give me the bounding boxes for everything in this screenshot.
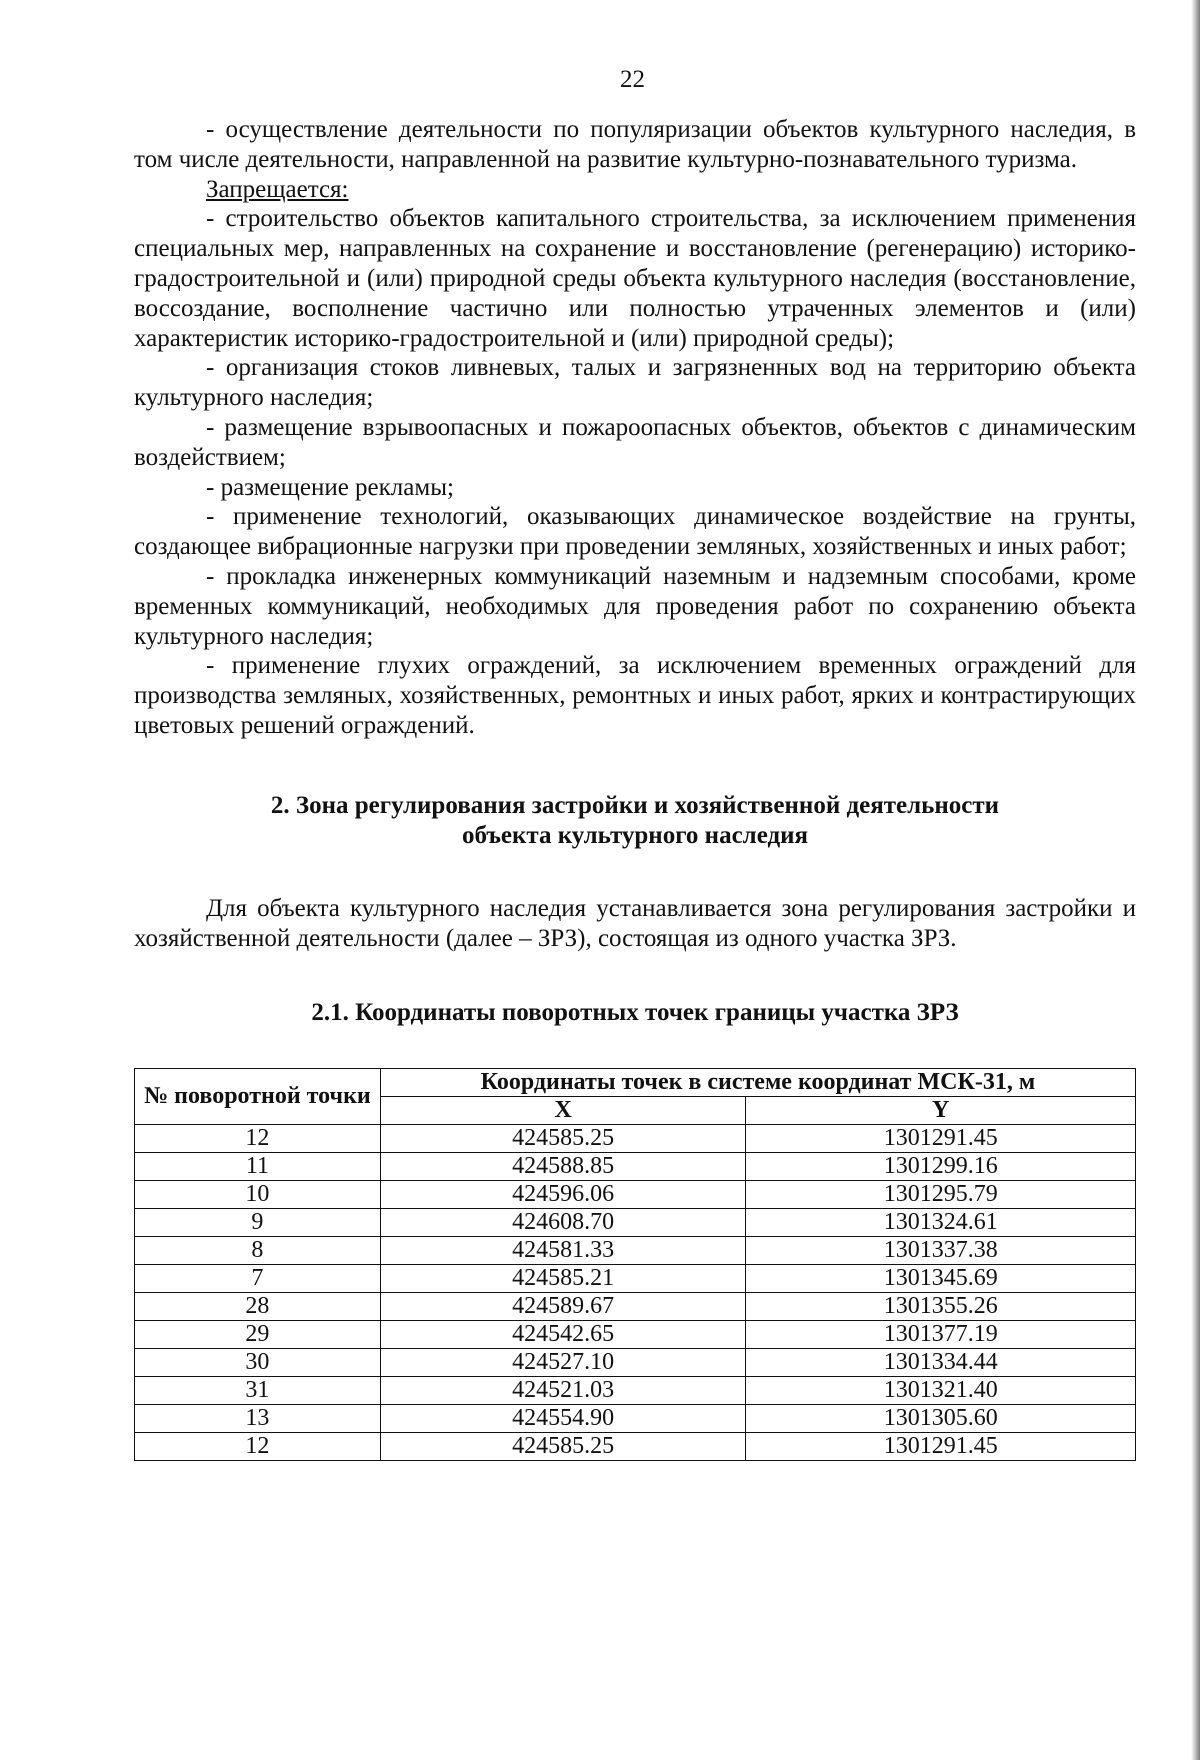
prohibited-label: Запрещается: bbox=[206, 175, 349, 203]
point-number-cell: 12 bbox=[135, 1432, 381, 1460]
y-coordinate-cell: 1301299.16 bbox=[746, 1152, 1136, 1180]
y-coordinate-cell: 1301355.26 bbox=[746, 1292, 1136, 1320]
y-coordinate-cell: 1301337.38 bbox=[746, 1236, 1136, 1264]
x-coordinate-cell: 424542.65 bbox=[380, 1320, 746, 1348]
table-row bbox=[135, 1292, 1136, 1320]
paragraph-communications: - прокладка инженерных коммуникаций наземным и надземным способами, кроме временных коммуникаций, необходимых для проведения работ по сохранению объекта культурного наследия; bbox=[134, 562, 1136, 650]
scan-edge bbox=[1191, 0, 1200, 1760]
header-x: X bbox=[380, 1096, 746, 1124]
point-number-cell: 8 bbox=[135, 1236, 381, 1264]
x-coordinate-cell: 424585.25 bbox=[380, 1432, 746, 1460]
x-coordinate-cell: 424608.70 bbox=[380, 1208, 746, 1236]
section-2-heading-line2: объекта культурного наследия bbox=[461, 821, 809, 849]
y-coordinate-cell: 1301291.45 bbox=[746, 1432, 1136, 1460]
x-coordinate-cell: 424596.06 bbox=[380, 1180, 746, 1208]
y-coordinate-cell: 1301345.69 bbox=[746, 1264, 1136, 1292]
paragraph-zrz: Для объекта культурного наследия устанавливается зона регулирования застройки и хозяйственной деятельности (далее – ЗРЗ), состоящая из одного участка ЗРЗ. bbox=[134, 895, 1136, 953]
x-coordinate-cell: 424581.33 bbox=[380, 1236, 746, 1264]
table-row bbox=[135, 1376, 1136, 1404]
x-coordinate-cell: 424527.10 bbox=[380, 1348, 746, 1376]
point-number-cell: 11 bbox=[135, 1152, 381, 1180]
table-row bbox=[135, 1348, 1136, 1376]
paragraph-fences: - применение глухих ограждений, за исключением временных ограждений для производства земляных, хозяйственных, ремонтных и иных работ, ярких и контрастирующих цветовых решений ограждений. bbox=[134, 652, 1136, 739]
point-number-cell: 30 bbox=[135, 1348, 381, 1376]
subsection-2-1-heading: 2.1. Координаты поворотных точек границы участка ЗРЗ bbox=[311, 998, 959, 1026]
y-coordinate-cell: 1301291.45 bbox=[746, 1124, 1136, 1152]
y-coordinate-cell: 1301295.79 bbox=[746, 1180, 1136, 1208]
paragraph-popularization: - осуществление деятельности по популяризации объектов культурного наследия, в том числе деятельности, направленной на развитие культурно-познавательного туризма. bbox=[134, 116, 1136, 173]
point-number-cell: 7 bbox=[135, 1264, 381, 1292]
paragraph-construction: - строительство объектов капитального строительства, за исключением применения специальных мер, направленных на сохранение и восстановление (регенерацию) историко-градостроительной и (или) природной среды объекта культурного наследия (восстановление, воссоздание, восполнение частично или полностью утраченных элементов и (или) характеристик историко-градостроительной и (или) природной среды); bbox=[134, 205, 1136, 352]
table-row bbox=[135, 1236, 1136, 1264]
y-coordinate-cell: 1301305.60 bbox=[746, 1404, 1136, 1432]
x-coordinate-cell: 424589.67 bbox=[380, 1292, 746, 1320]
y-coordinate-cell: 1301377.19 bbox=[746, 1320, 1136, 1348]
point-number-cell: 12 bbox=[135, 1124, 381, 1152]
table-row bbox=[135, 1152, 1136, 1180]
coordinates-table bbox=[134, 1068, 1136, 1461]
point-number-cell: 13 bbox=[135, 1404, 381, 1432]
x-coordinate-cell: 424585.25 bbox=[380, 1124, 746, 1152]
x-coordinate-cell: 424554.90 bbox=[380, 1404, 746, 1432]
paragraph-drainage: - организация стоков ливневых, талых и загрязненных вод на территорию объекта культурного наследия; bbox=[134, 354, 1136, 412]
paragraph-hazardous: - размещение взрывоопасных и пожароопасных объектов, объектов с динамическим воздействием; bbox=[134, 413, 1136, 471]
x-coordinate-cell: 424588.85 bbox=[380, 1152, 746, 1180]
point-number-cell: 28 bbox=[135, 1292, 381, 1320]
header-coordinates: Координаты точек в системе координат МСК-31, м bbox=[380, 1068, 1135, 1096]
table-row bbox=[135, 1124, 1136, 1152]
table-row bbox=[135, 1208, 1136, 1236]
table-row bbox=[135, 1432, 1136, 1460]
paragraph-advertising: - размещение рекламы; bbox=[206, 473, 454, 501]
table-row bbox=[135, 1404, 1136, 1432]
x-coordinate-cell: 424521.03 bbox=[380, 1376, 746, 1404]
page-number: 22 bbox=[620, 66, 645, 93]
document-body bbox=[134, 115, 1136, 1461]
y-coordinate-cell: 1301321.40 bbox=[746, 1376, 1136, 1404]
table-row bbox=[135, 1264, 1136, 1292]
section-2-heading-line1: 2. Зона регулирования застройки и хозяйственной деятельности bbox=[270, 791, 1000, 819]
point-number-cell: 31 bbox=[135, 1376, 381, 1404]
x-coordinate-cell: 424585.21 bbox=[380, 1264, 746, 1292]
table-row bbox=[135, 1180, 1136, 1208]
point-number-cell: 9 bbox=[135, 1208, 381, 1236]
header-y: Y bbox=[746, 1096, 1136, 1124]
paragraph-technologies: - применение технологий, оказывающих динамическое воздействие на грунты, создающее вибрационные нагрузки при проведении земляных, хозяйственных и иных работ; bbox=[134, 503, 1136, 561]
table-row bbox=[135, 1320, 1136, 1348]
point-number-cell: 29 bbox=[135, 1320, 381, 1348]
point-number-cell: 10 bbox=[135, 1180, 381, 1208]
y-coordinate-cell: 1301324.61 bbox=[746, 1208, 1136, 1236]
header-point-number: № поворотной точки bbox=[135, 1068, 381, 1124]
coordinates-rows bbox=[135, 1124, 1136, 1460]
y-coordinate-cell: 1301334.44 bbox=[746, 1348, 1136, 1376]
